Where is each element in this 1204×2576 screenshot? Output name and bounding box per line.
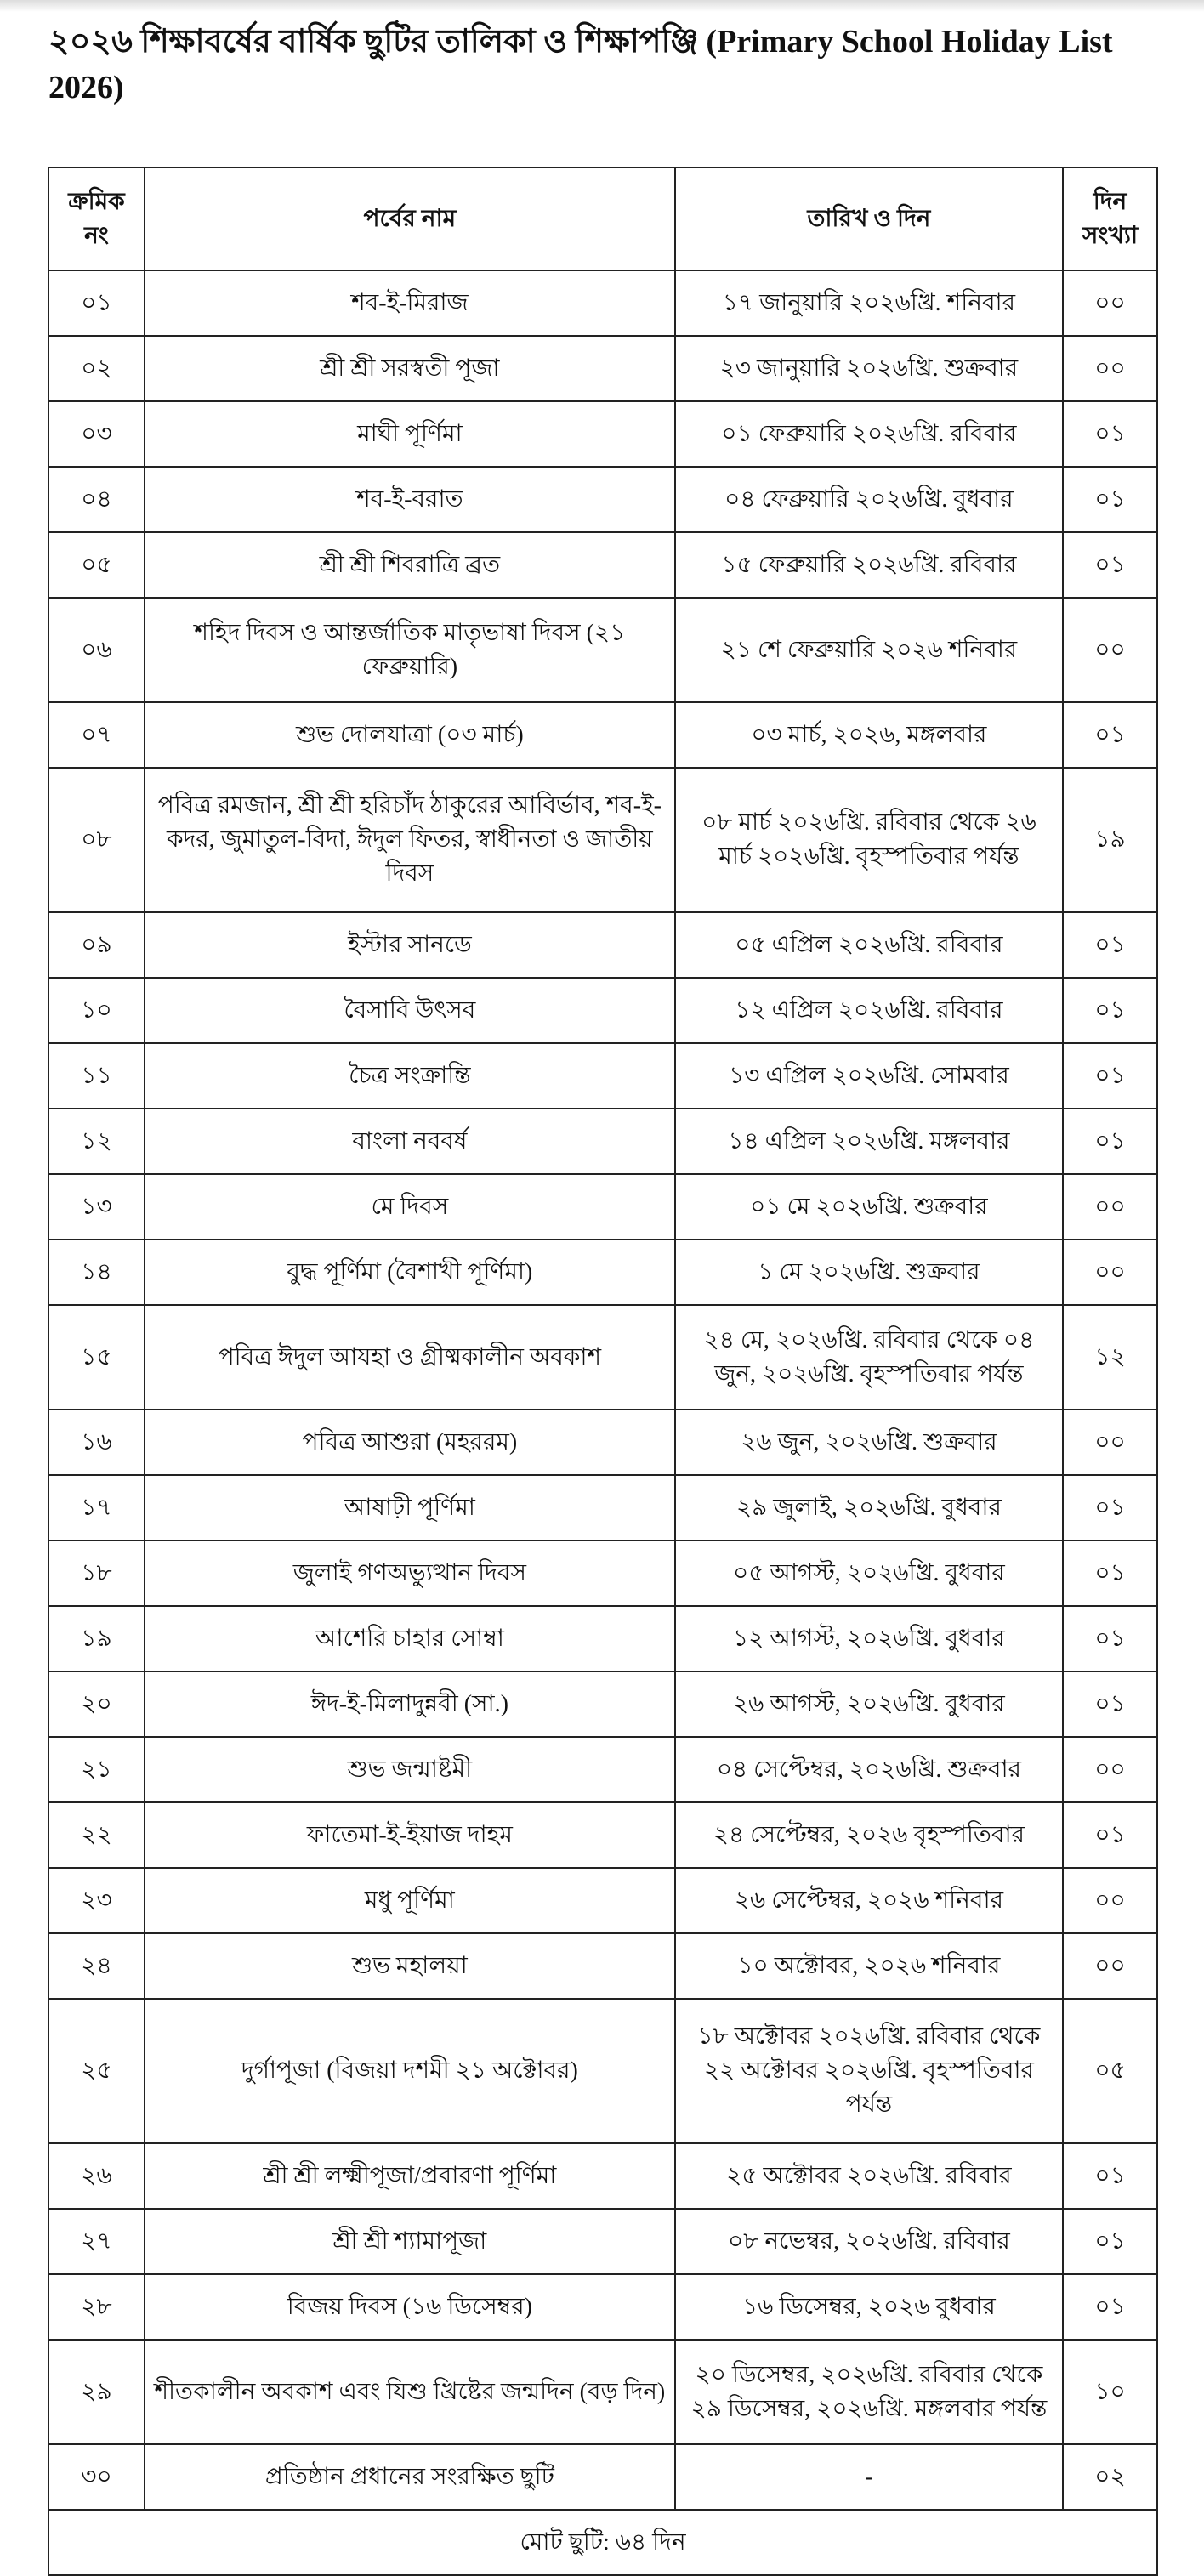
- header-days: দিন সংখ্যা: [1063, 167, 1157, 270]
- cell-days: ০০: [1063, 270, 1157, 336]
- table-row: [48, 598, 1157, 702]
- table-row: [48, 1737, 1157, 1802]
- cell-serial: ১৪: [48, 1240, 145, 1305]
- table-header-row: [48, 167, 1157, 270]
- cell-date: ০৪ ফেব্রুয়ারি ২০২৬খ্রি. বুধবার: [675, 467, 1063, 532]
- table-row: [48, 2209, 1157, 2274]
- cell-serial: ০৯: [48, 912, 145, 978]
- table-row: [48, 1305, 1157, 1410]
- cell-date: ২৪ সেপ্টেম্বর, ২০২৬ বৃহস্পতিবার: [675, 1802, 1063, 1868]
- cell-date: ০৪ সেপ্টেম্বর, ২০২৬খ্রি. শুক্রবার: [675, 1737, 1063, 1802]
- cell-days: ১০: [1063, 2340, 1157, 2444]
- cell-serial: ০৮: [48, 768, 145, 912]
- cell-name: মধু পূর্ণিমা: [145, 1868, 675, 1933]
- cell-days: ০১: [1063, 1606, 1157, 1671]
- cell-serial: ২০: [48, 1671, 145, 1737]
- cell-name: পবিত্র রমজান, শ্রী শ্রী হরিচাঁদ ঠাকুরের আবির্ভাব, শব-ই-কদর, জুমাতুল-বিদা, ঈদুল ফিতর, স্বাধীনতা ও জাতীয় দিবস: [145, 768, 675, 912]
- cell-name: বাংলা নববর্ষ: [145, 1109, 675, 1174]
- cell-date: ০৮ নভেম্বর, ২০২৬খ্রি. রবিবার: [675, 2209, 1063, 2274]
- cell-serial: ১৯: [48, 1606, 145, 1671]
- cell-days: ০০: [1063, 1174, 1157, 1240]
- table-row: [48, 1933, 1157, 1999]
- table-row: [48, 768, 1157, 912]
- cell-serial: ০৬: [48, 598, 145, 702]
- cell-name: শ্রী শ্রী শিবরাত্রি ব্রত: [145, 532, 675, 598]
- cell-name: শীতকালীন অবকাশ এবং যিশু খ্রিষ্টের জন্মদিন (বড় দিন): [145, 2340, 675, 2444]
- cell-serial: ১১: [48, 1043, 145, 1109]
- table-body: [48, 270, 1157, 2510]
- table-row: [48, 467, 1157, 532]
- table-row: [48, 1109, 1157, 1174]
- table-row: [48, 2444, 1157, 2510]
- cell-name: শুভ জন্মাষ্টমী: [145, 1737, 675, 1802]
- cell-date: ২৯ জুলাই, ২০২৬খ্রি. বুধবার: [675, 1475, 1063, 1540]
- cell-name: ইস্টার সানডে: [145, 912, 675, 978]
- cell-date: ১২ আগস্ট, ২০২৬খ্রি. বুধবার: [675, 1606, 1063, 1671]
- table-row: [48, 270, 1157, 336]
- cell-days: ০০: [1063, 1868, 1157, 1933]
- cell-date: ১৩ এপ্রিল ২০২৬খ্রি. সোমবার: [675, 1043, 1063, 1109]
- cell-days: ০০: [1063, 1410, 1157, 1475]
- cell-name: শব-ই-বরাত: [145, 467, 675, 532]
- cell-date: ১ মে ২০২৬খ্রি. শুক্রবার: [675, 1240, 1063, 1305]
- cell-days: ০১: [1063, 401, 1157, 467]
- cell-name: ফাতেমা-ই-ইয়াজ দাহম: [145, 1802, 675, 1868]
- cell-days: ০১: [1063, 1043, 1157, 1109]
- cell-name: শহিদ দিবস ও আন্তর্জাতিক মাতৃভাষা দিবস (২১ ফেব্রুয়ারি): [145, 598, 675, 702]
- cell-date: ১০ অক্টোবর, ২০২৬ শনিবার: [675, 1933, 1063, 1999]
- holiday-table: [48, 167, 1158, 2576]
- cell-serial: ১২: [48, 1109, 145, 1174]
- cell-name: বুদ্ধ পূর্ণিমা (বৈশাখী পূর্ণিমা): [145, 1240, 675, 1305]
- table-row: [48, 702, 1157, 768]
- table-row: [48, 336, 1157, 401]
- cell-name: আশেরি চাহার সোম্বা: [145, 1606, 675, 1671]
- cell-days: ০১: [1063, 2143, 1157, 2209]
- cell-date: ১৪ এপ্রিল ২০২৬খ্রি. মঙ্গলবার: [675, 1109, 1063, 1174]
- cell-name: শ্রী শ্রী সরস্বতী পূজা: [145, 336, 675, 401]
- cell-serial: ২১: [48, 1737, 145, 1802]
- cell-serial: ২৮: [48, 2274, 145, 2340]
- cell-serial: ০৪: [48, 467, 145, 532]
- cell-days: ০১: [1063, 1475, 1157, 1540]
- cell-days: ০০: [1063, 598, 1157, 702]
- top-edge: [0, 0, 1204, 12]
- cell-serial: ২৬: [48, 2143, 145, 2209]
- cell-serial: ১৭: [48, 1475, 145, 1540]
- table-row: [48, 1240, 1157, 1305]
- cell-serial: ০৭: [48, 702, 145, 768]
- cell-date: ০৩ মার্চ, ২০২৬, মঙ্গলবার: [675, 702, 1063, 768]
- cell-name: চৈত্র সংক্রান্তি: [145, 1043, 675, 1109]
- table-row: [48, 532, 1157, 598]
- cell-days: ০০: [1063, 336, 1157, 401]
- cell-date: ২৬ জুন, ২০২৬খ্রি. শুক্রবার: [675, 1410, 1063, 1475]
- cell-days: ০১: [1063, 912, 1157, 978]
- cell-days: ০১: [1063, 1109, 1157, 1174]
- cell-date: ২৫ অক্টোবর ২০২৬খ্রি. রবিবার: [675, 2143, 1063, 2209]
- cell-serial: ২৩: [48, 1868, 145, 1933]
- cell-name: পবিত্র ঈদুল আযহা ও গ্রীষ্মকালীন অবকাশ: [145, 1305, 675, 1410]
- cell-name: জুলাই গণঅভ্যুত্থান দিবস: [145, 1540, 675, 1606]
- header-name: পর্বের নাম: [145, 167, 675, 270]
- cell-date: ১৬ ডিসেম্বর, ২০২৬ বুধবার: [675, 2274, 1063, 2340]
- cell-serial: ২৭: [48, 2209, 145, 2274]
- cell-days: ০১: [1063, 1802, 1157, 1868]
- table-row: [48, 912, 1157, 978]
- cell-date: ২১ শে ফেব্রুয়ারি ২০২৬ শনিবার: [675, 598, 1063, 702]
- cell-serial: ০১: [48, 270, 145, 336]
- cell-serial: ২৫: [48, 1999, 145, 2143]
- table-row: [48, 2274, 1157, 2340]
- cell-name: শ্রী শ্রী লক্ষ্মীপূজা/প্রবারণা পূর্ণিমা: [145, 2143, 675, 2209]
- cell-serial: ১৫: [48, 1305, 145, 1410]
- cell-days: ০১: [1063, 1671, 1157, 1737]
- cell-name: শুভ দোলযাত্রা (০৩ মার্চ): [145, 702, 675, 768]
- cell-serial: ০৩: [48, 401, 145, 467]
- table-row: [48, 1671, 1157, 1737]
- cell-date: ২৪ মে, ২০২৬খ্রি. রবিবার থেকে ০৪ জুন, ২০২৬খ্রি. বৃহস্পতিবার পর্যন্ত: [675, 1305, 1063, 1410]
- cell-serial: ০২: [48, 336, 145, 401]
- cell-date: ০৮ মার্চ ২০২৬খ্রি. রবিবার থেকে ২৬ মার্চ ২০২৬খ্রি. বৃহস্পতিবার পর্যন্ত: [675, 768, 1063, 912]
- cell-days: ০৫: [1063, 1999, 1157, 2143]
- cell-serial: ০৫: [48, 532, 145, 598]
- header-date: তারিখ ও দিন: [675, 167, 1063, 270]
- cell-name: বিজয় দিবস (১৬ ডিসেম্বর): [145, 2274, 675, 2340]
- table-row: [48, 1999, 1157, 2143]
- cell-days: ০০: [1063, 1240, 1157, 1305]
- cell-name: প্রতিষ্ঠান প্রধানের সংরক্ষিত ছুটি: [145, 2444, 675, 2510]
- table-row: [48, 978, 1157, 1043]
- cell-serial: ২৪: [48, 1933, 145, 1999]
- cell-days: ০০: [1063, 1933, 1157, 1999]
- total-row: [48, 2510, 1157, 2575]
- cell-days: ০২: [1063, 2444, 1157, 2510]
- cell-serial: ২৯: [48, 2340, 145, 2444]
- cell-name: মে দিবস: [145, 1174, 675, 1240]
- cell-days: ০১: [1063, 702, 1157, 768]
- cell-date: ১২ এপ্রিল ২০২৬খ্রি. রবিবার: [675, 978, 1063, 1043]
- cell-date: ০১ ফেব্রুয়ারি ২০২৬খ্রি. রবিবার: [675, 401, 1063, 467]
- table-row: [48, 1802, 1157, 1868]
- cell-name: ঈদ-ই-মিলাদুন্নবী (সা.): [145, 1671, 675, 1737]
- cell-name: মাঘী পূর্ণিমা: [145, 401, 675, 467]
- cell-name: বৈসাবি উৎসব: [145, 978, 675, 1043]
- cell-days: ০১: [1063, 532, 1157, 598]
- cell-serial: ২২: [48, 1802, 145, 1868]
- cell-date: ১৫ ফেব্রুয়ারি ২০২৬খ্রি. রবিবার: [675, 532, 1063, 598]
- cell-name: শ্রী শ্রী শ্যামাপূজা: [145, 2209, 675, 2274]
- page-title: ২০২৬ শিক্ষাবর্ষের বার্ষিক ছুটির তালিকা ও শিক্ষাপঞ্জি (Primary School Holiday List 2026): [48, 24, 1113, 105]
- cell-days: ১২: [1063, 1305, 1157, 1410]
- cell-serial: ১৩: [48, 1174, 145, 1240]
- cell-name: পবিত্র আশুরা (মহররম): [145, 1410, 675, 1475]
- table-row: [48, 1475, 1157, 1540]
- cell-days: ০০: [1063, 1737, 1157, 1802]
- cell-name: আষাঢ়ী পূর্ণিমা: [145, 1475, 675, 1540]
- cell-date: ১৮ অক্টোবর ২০২৬খ্রি. রবিবার থেকে ২২ অক্টোবর ২০২৬খ্রি. বৃহস্পতিবার পর্যন্ত: [675, 1999, 1063, 2143]
- table-row: [48, 2143, 1157, 2209]
- cell-date: ১৭ জানুয়ারি ২০২৬খ্রি. শনিবার: [675, 270, 1063, 336]
- cell-days: ০১: [1063, 1540, 1157, 1606]
- table-row: [48, 1174, 1157, 1240]
- cell-days: ০১: [1063, 467, 1157, 532]
- cell-serial: ১৬: [48, 1410, 145, 1475]
- header-serial: ক্রমিক নং: [48, 167, 145, 270]
- table-row: [48, 1540, 1157, 1606]
- cell-serial: ১০: [48, 978, 145, 1043]
- cell-date: ২০ ডিসেম্বর, ২০২৬খ্রি. রবিবার থেকে ২৯ ডিসেম্বর, ২০২৬খ্রি. মঙ্গলবার পর্যন্ত: [675, 2340, 1063, 2444]
- table-row: [48, 1868, 1157, 1933]
- cell-date: ২৩ জানুয়ারি ২০২৬খ্রি. শুক্রবার: [675, 336, 1063, 401]
- table-row: [48, 2340, 1157, 2444]
- cell-date: -: [675, 2444, 1063, 2510]
- table-row: [48, 1043, 1157, 1109]
- cell-date: ০১ মে ২০২৬খ্রি. শুক্রবার: [675, 1174, 1063, 1240]
- cell-name: শব-ই-মিরাজ: [145, 270, 675, 336]
- cell-name: দুর্গাপূজা (বিজয়া দশমী ২১ অক্টোবর): [145, 1999, 675, 2143]
- cell-date: ২৬ আগস্ট, ২০২৬খ্রি. বুধবার: [675, 1671, 1063, 1737]
- cell-date: ০৫ আগস্ট, ২০২৬খ্রি. বুধবার: [675, 1540, 1063, 1606]
- cell-days: ১৯: [1063, 768, 1157, 912]
- total-holidays: মোট ছুটি: ৬৪ দিন: [48, 2510, 1157, 2575]
- table-row: [48, 1606, 1157, 1671]
- cell-days: ০১: [1063, 978, 1157, 1043]
- cell-serial: ১৮: [48, 1540, 145, 1606]
- table-row: [48, 401, 1157, 467]
- cell-days: ০১: [1063, 2274, 1157, 2340]
- cell-serial: ৩০: [48, 2444, 145, 2510]
- cell-date: ০৫ এপ্রিল ২০২৬খ্রি. রবিবার: [675, 912, 1063, 978]
- table-row: [48, 1410, 1157, 1475]
- cell-date: ২৬ সেপ্টেম্বর, ২০২৬ শনিবার: [675, 1868, 1063, 1933]
- cell-days: ০১: [1063, 2209, 1157, 2274]
- cell-name: শুভ মহালয়া: [145, 1933, 675, 1999]
